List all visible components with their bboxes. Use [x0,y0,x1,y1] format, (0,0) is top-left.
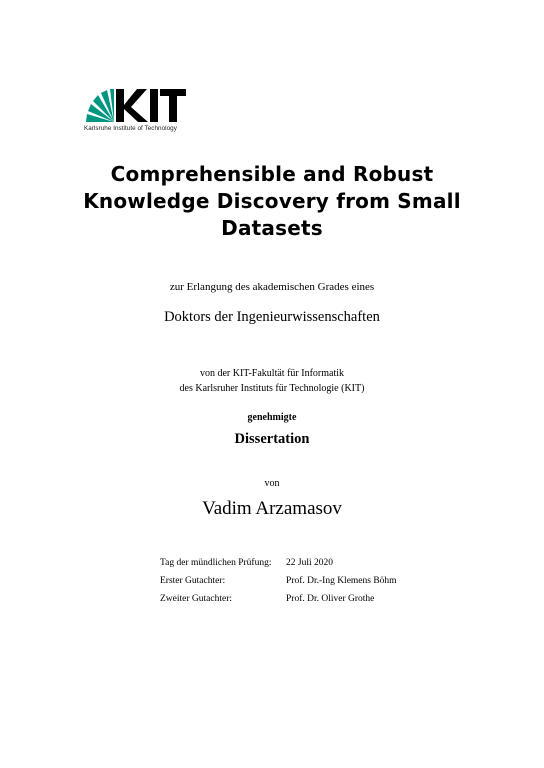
title-line: Datasets [221,216,323,240]
degree-purpose: zur Erlangung des akademischen Grades eines [169,281,375,293]
author-name: Vadim Arzamasov [202,498,342,519]
kit-logo [84,86,194,136]
detail-value: 22 Juli 2020 [286,558,333,568]
detail-label: Erster Gutachter: [160,576,226,586]
detail-value: Prof. Dr.-Ing Klemens Böhm [286,576,397,586]
faculty-line-1: von der KIT-Fakultät für Informatik [199,368,345,379]
faculty-line-2: des Karlsruher Instituts für Technologie (KIT) [179,383,365,394]
approved-label: genehmigte [247,412,297,423]
title-line: Comprehensible and Robust [110,162,434,186]
document-type: Dissertation [234,431,310,447]
by-label: von [264,478,280,489]
logo-subtitle: Karlsruhe Institute of Technology [84,125,177,132]
kit-logo-mark [84,86,194,124]
degree-name: Doktors der Ingenieurwissenschaften [164,309,380,325]
thesis-title [0,161,544,242]
detail-value: Prof. Dr. Oliver Grothe [286,594,375,604]
detail-label: Tag der mündlichen Prüfung: [160,558,272,568]
title-line: Knowledge Discovery from Small [83,189,461,213]
detail-label: Zweiter Gutachter: [160,594,233,604]
